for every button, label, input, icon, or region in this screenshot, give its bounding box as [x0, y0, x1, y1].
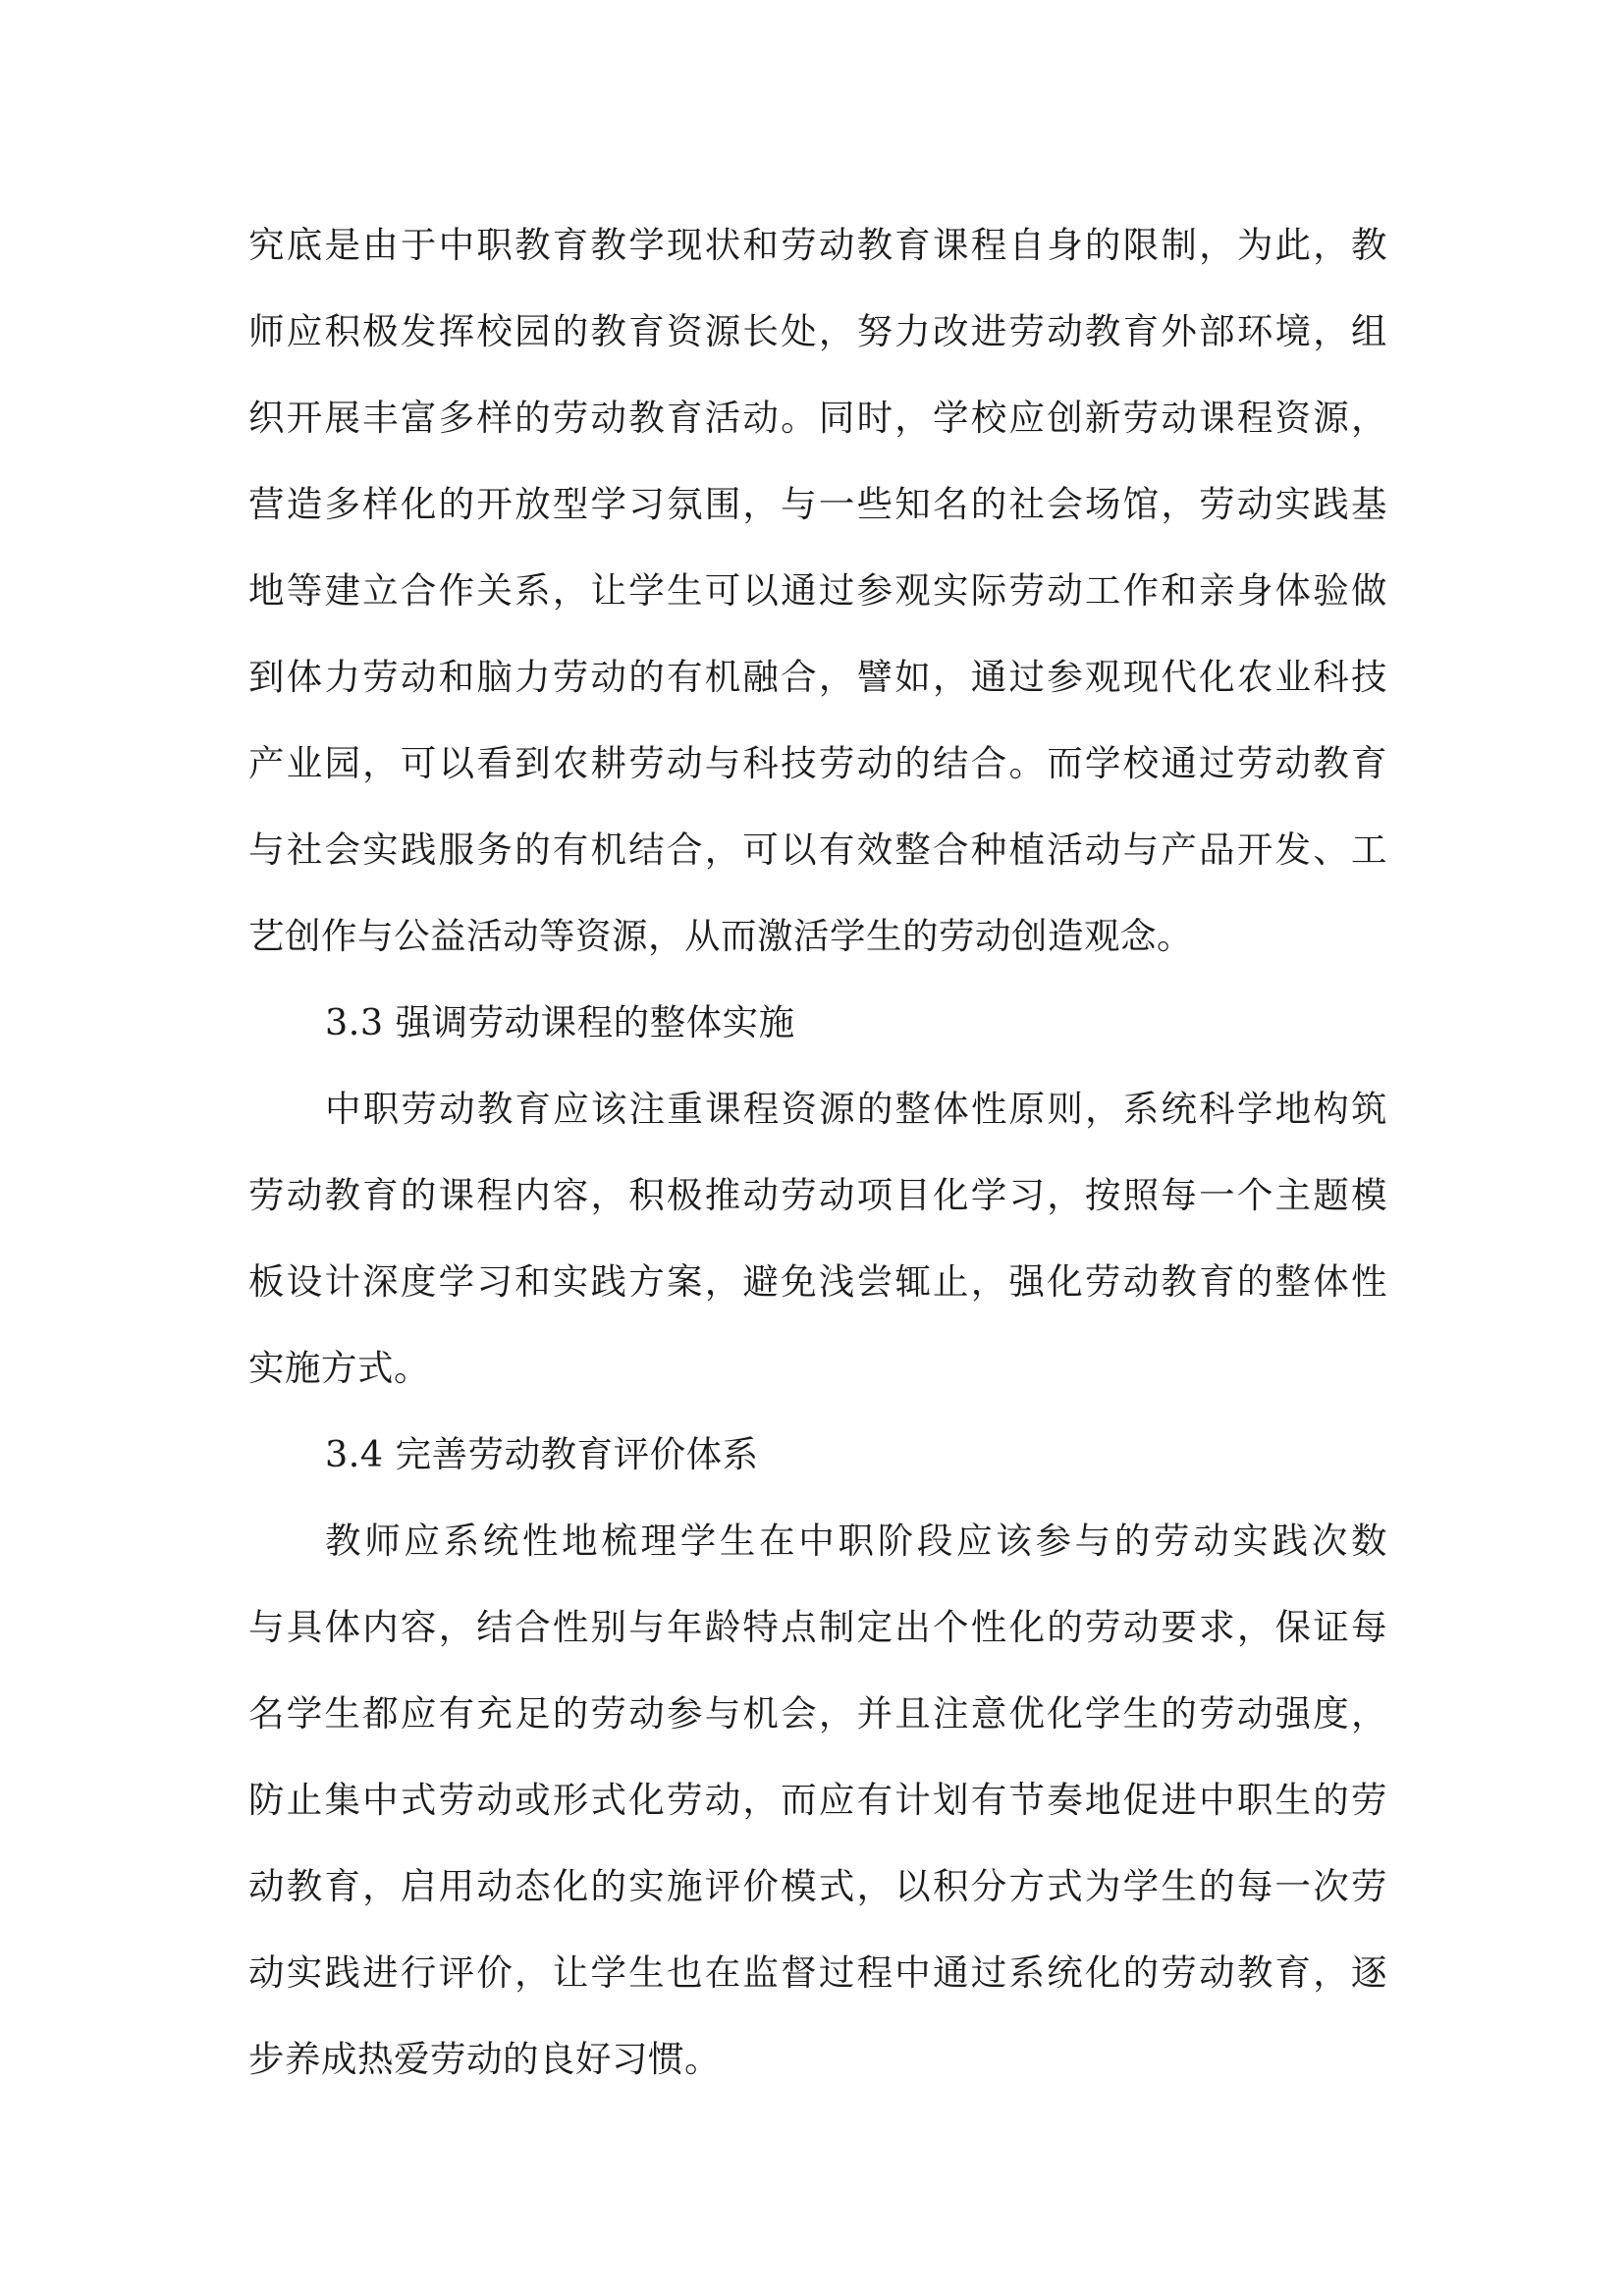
- paragraph-line: 织开展丰富多样的劳动教育活动。同时，学校应创新劳动课程资源，: [248, 397, 1387, 439]
- section-heading-3-4: 3.4 完善劳动教育评价体系: [325, 1433, 759, 1475]
- paragraph-line: 板设计深度学习和实践方案，避免浅尝辄止，强化劳动教育的整体性: [248, 1260, 1387, 1303]
- section-3-3-paragraph: [248, 1066, 1387, 1412]
- paragraph-line: 动教育，启用动态化的实施评价模式，以积分方式为学生的每一次劳: [248, 1865, 1387, 1907]
- paragraph-line: 与具体内容，结合性别与年龄特点制定出个性化的劳动要求，保证每: [248, 1606, 1387, 1648]
- paragraph-line: 步养成热爱劳动的良好习惯。: [248, 2038, 721, 2080]
- paragraph-line: 实施方式。: [248, 1347, 430, 1389]
- paragraph-line: 到体力劳动和脑力劳动的有机融合，譬如，通过参观现代化农业科技: [248, 656, 1387, 698]
- paragraph-line: 防止集中式劳动或形式化劳动，而应有计划有节奏地促进中职生的劳: [248, 1779, 1387, 1821]
- paragraph-line: 劳动教育的课程内容，积极推动劳动项目化学习，按照每一个主题模: [248, 1174, 1387, 1216]
- paragraph-line: 中职劳动教育应该注重课程资源的整体性原则，系统科学地构筑: [325, 1088, 1387, 1130]
- paragraph-line: 动实践进行评价，让学生也在监督过程中通过系统化的劳动教育，逐: [248, 1951, 1387, 1994]
- paragraph-line: 教师应系统性地梳理学生在中职阶段应该参与的劳动实践次数: [325, 1520, 1387, 1562]
- paragraph-line: 地等建立合作关系，让学生可以通过参观实际劳动工作和亲身体验做: [248, 569, 1387, 612]
- paragraph-line: 与社会实践服务的有机结合，可以有效整合种植活动与产品开发、工: [248, 828, 1387, 871]
- paragraph-line: 师应积极发挥校园的教育资源长处，努力改进劳动教育外部环境，组: [248, 310, 1387, 352]
- paragraph-line: 产业园，可以看到农耕劳动与科技劳动的结合。而学校通过劳动教育: [248, 742, 1387, 784]
- section-heading-3-3: 3.3 强调劳动课程的整体实施: [325, 1001, 795, 1043]
- section-3-4-paragraph: [248, 1498, 1387, 2103]
- paragraph-line: 营造多样化的开放型学习氛围，与一些知名的社会场馆，劳动实践基: [248, 483, 1387, 525]
- paragraph-line: 艺创作与公益活动等资源，从而激活学生的劳动创造观念。: [248, 915, 1193, 957]
- paragraph-line: 究底是由于中职教育教学现状和劳动教育课程自身的限制，为此，教: [248, 224, 1387, 266]
- paragraph-line: 名学生都应有充足的劳动参与机会，并且注意优化学生的劳动强度，: [248, 1692, 1387, 1735]
- paragraph-continuation: [248, 202, 1387, 980]
